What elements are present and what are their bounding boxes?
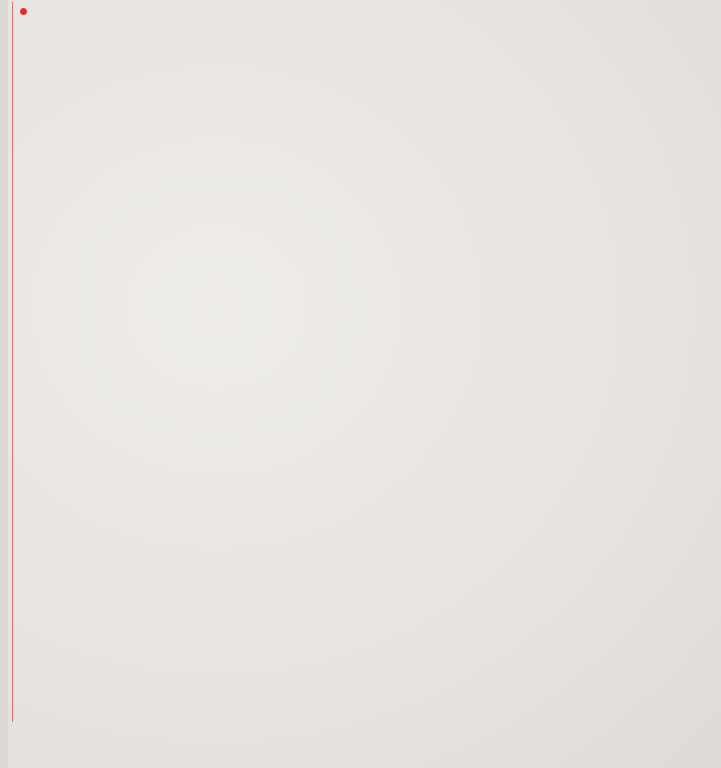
decorative-border-top (20, 6, 480, 16)
decorative-border-left (19, 20, 29, 710)
border-corner-dot-icon (20, 8, 27, 15)
heading-container (358, 82, 658, 108)
outer-rule-line (12, 2, 13, 722)
heading-container (38, 82, 344, 108)
page-edge (0, 0, 8, 768)
right-column (358, 78, 658, 112)
left-column (38, 78, 344, 112)
